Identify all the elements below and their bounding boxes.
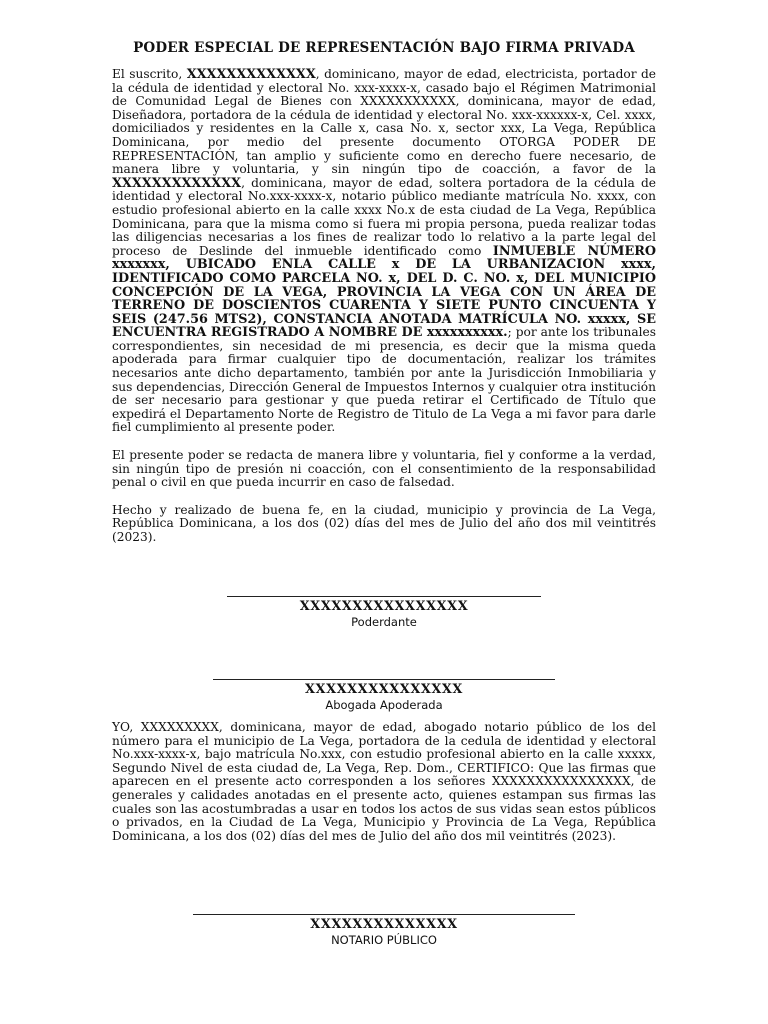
signature-block-attorney [0, 679, 768, 712]
signer-role: Abogada Apoderada [325, 698, 443, 712]
paragraph-declaration: El presente poder se redacta de manera libre y voluntaria, fiel y conforme a la verdad, sin ningún tipo de presión ni coacción, con el consentimiento de la responsabilidad penal o civil en que pueda incurrir en caso de falsedad. [112, 448, 656, 490]
paragraph-date-place: Hecho y realizado de buena fe, en la ciudad, municipio y provincia de La Vega, República Dominicana, a los dos (02) días del mes de Julio del año dos mil veintitrés (2023). [112, 502, 656, 544]
text-segment: , dominicana, mayor de edad, soltera portadora de la cédula de identidad y electoral No.xxx-xxxx-x, notario público mediante matrícula No. xxxx, con estudio profesional abierto en la calle xxxx No.x de esta ciudad de La Vega, República Dominicana, para que la misma como si fuera mi propia persona, pueda realizar todas las diligencias necesarias a los fines de realizar todo lo relativo a la parte legal del proceso de Deslinde del inmueble identificado como [112, 175, 656, 258]
signer-name: XXXXXXXXXXXXXXXX [299, 599, 469, 614]
signer-name: XXXXXXXXXXXXXX [310, 917, 458, 932]
paragraph-notary-certification: YO, XXXXXXXXX, dominicana, mayor de edad, abogado notario público de los del número para el municipio de La Vega, portadora de la cedula de identidad y electoral No.xxx-xxxx-x, bajo matrícula No.xxx, con estudio profesional abierto en la calle xxxxx, Segundo Nivel de esta ciudad de, La Vega, Rep. Dom., CERTIFICO: Que las firmas que aparecen en el presente acto corresponden a los señores XXXXXXXXXXXXXXXX, de generales y calidades anotadas en el presente acto, quienes estampan sus firmas las cuales son las acostumbradas a usar en todos los actos de sus vidas sean estos públicos o privados, en la Ciudad de La Vega, Municipio y Provincia de La Vega, República Dominicana, a los dos (02) días del mes de Julio del año dos mil veintitrés (2023). [112, 720, 656, 843]
paragraph-power-grant [112, 68, 656, 435]
attorney-name: XXXXXXXXXXXXX [112, 175, 242, 191]
signer-role: NOTARIO PÚBLICO [331, 933, 437, 947]
grantor-name: XXXXXXXXXXXXX [186, 67, 316, 82]
text-segment: ; por ante los tribunales correspondientes, sin necesidad de mi presencia, es decir que la misma queda apoderada para firmar cualquier tipo de documentación, realizar los trámites necesarios ante dicho departamento, también por ante la Jurisdicción Inmobiliaria y sus dependencias, Dirección General de Impuestos Internos y cualquier otra institución de ser necesario para gestionar y que pueda retirar el Certificado de Título que expedirá el Departamento Norte de Registro de Titulo de La Vega a mi favor para darle fiel cumplimiento al presente poder. [112, 325, 656, 435]
text-segment: El suscrito, [112, 67, 187, 81]
property-description: INMUEBLE NÚMERO xxxxxxx, UBICADO ENLA CALLE x DE LA URBANIZACION xxxx, IDENTIFICADO COMO PARCELA NO. x, DEL D. C. NO. x, DEL MUNICIPIO CONCEPCIÓN DE LA VEGA, PROVINCIA LA VEGA CON UN ÁREA DE TERRENO DE DOSCIENTOS CUARENTA Y SIETE PUNTO CINCUENTA Y SEIS (247.56 MTS2), CONSTANCIA ANOTADA MATRÍCULA NO. xxxxx, SE ENCUENTRA REGISTRADO A NOMBRE DE xxxxxxxxxx. [112, 243, 656, 341]
signer-name: XXXXXXXXXXXXXXX [305, 682, 463, 697]
signature-line [213, 679, 555, 680]
signature-line [227, 596, 541, 597]
signature-block-notary [0, 914, 768, 947]
signature-block-grantor [0, 596, 768, 629]
document-body [112, 40, 656, 545]
text-segment: , dominicano, mayor de edad, electricista, portador de la cédula de identidad y electoral No. xxx-xxxx-x, casado bajo el Régimen Matrimonial de Comunidad Legal de Bienes con XXXXXXXXXXX, dominicana, mayor de edad, Diseñadora, portadora de la cédula de identidad y electoral No. xxx-xxxxxx-x, Cel. xxxx, domiciliados y residentes en la Calle x, casa No. x, sector xxx, La Vega, República Dominicana, por medio del presente documento OTORGA PODER DE REPRESENTACIÓN, tan amplio y suficiente como en derecho fuere necesario, de manera libre y voluntaria, y sin ningún tipo de coacción, a favor de la [112, 67, 656, 177]
signer-role: Poderdante [351, 615, 417, 629]
notary-certification [112, 721, 656, 843]
document-title: PODER ESPECIAL DE REPRESENTACIÓN BAJO FIRMA PRIVADA [133, 40, 635, 56]
signature-line [193, 914, 575, 915]
